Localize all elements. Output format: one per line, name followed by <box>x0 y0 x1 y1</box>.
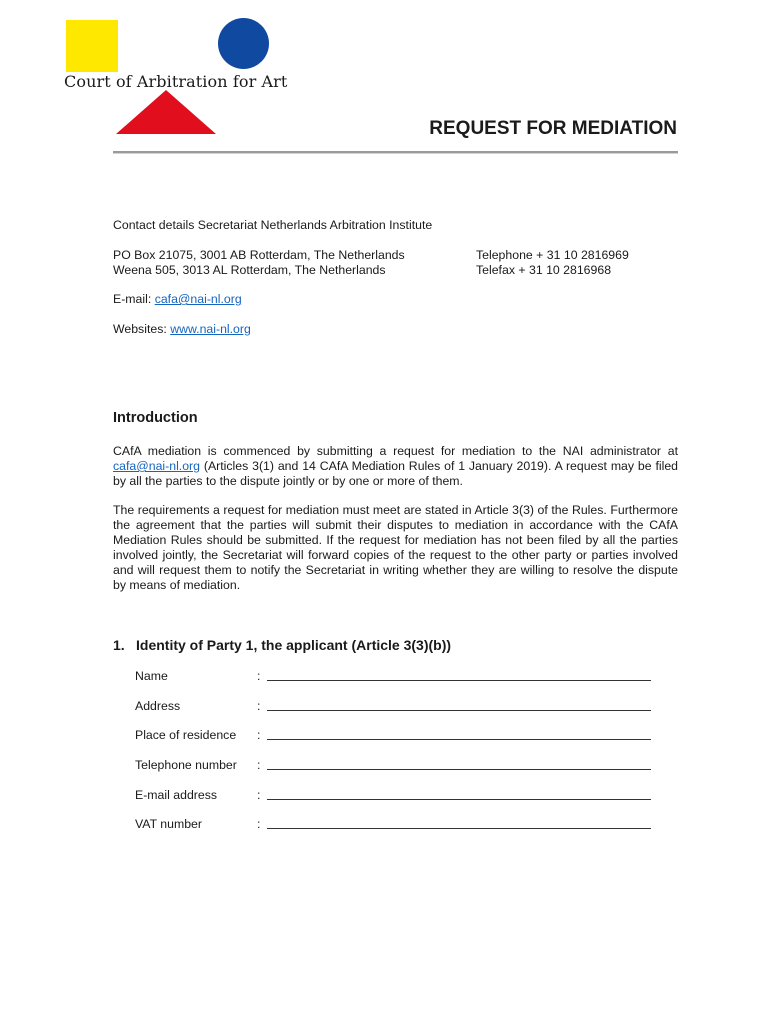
email-label: E-mail: <box>113 292 155 306</box>
residence-label: Place of residence <box>135 728 237 742</box>
introduction-heading: Introduction <box>113 410 198 426</box>
email-address-field[interactable] <box>267 799 651 800</box>
form-row-address <box>135 699 655 715</box>
form-row-name <box>135 669 655 685</box>
telephone-colon: : <box>257 758 261 772</box>
address-line-1: PO Box 21075, 3001 AB Rotterdam, The Netherlands <box>113 248 405 262</box>
intro-p1-end: (Articles 3(1) and 14 CAfA Mediation Rules of 1 January 2019). A request may be filed by all the parties to the dispute jointly or by one or more of them. <box>113 459 678 488</box>
form-row-residence <box>135 728 655 744</box>
email-address-label: E-mail address <box>135 788 218 802</box>
intro-email-link[interactable]: cafa@nai-nl.org <box>113 459 200 473</box>
section-1-title: Identity of Party 1, the applicant (Article 3(3)(b)) <box>136 637 452 653</box>
form-row-vat <box>135 817 655 833</box>
logo-blue-circle <box>218 18 269 69</box>
email-address-colon: : <box>257 788 261 802</box>
address-line-2: Weena 505, 3013 AL Rotterdam, The Netherlands <box>113 263 386 277</box>
cafa-logo <box>62 18 288 136</box>
name-label: Name <box>135 669 168 683</box>
intro-p1-start: CAfA mediation is commenced by submitting a request for mediation to the NAI administrator at <box>113 444 678 458</box>
telefax-text: Telefax + 31 10 2816968 <box>476 263 612 277</box>
vat-colon: : <box>257 817 261 831</box>
residence-colon: : <box>257 728 261 742</box>
telephone-field[interactable] <box>267 769 651 770</box>
websites-label: Websites: <box>113 322 171 336</box>
introduction-paragraph-1 <box>113 444 678 489</box>
telephone-label: Telephone number <box>135 758 237 772</box>
name-colon: : <box>257 669 261 683</box>
address-field[interactable] <box>267 710 651 711</box>
section-1-heading <box>113 637 451 653</box>
telephone-text: Telephone + 31 10 2816969 <box>476 248 629 262</box>
logo-organization-name: Court of Arbitration for Art <box>64 72 288 91</box>
form-row-email <box>135 788 655 804</box>
address-colon: : <box>257 699 261 713</box>
website-link[interactable]: www.nai-nl.org <box>170 322 251 336</box>
title-divider <box>113 151 678 154</box>
document-title: REQUEST FOR MEDIATION <box>429 118 677 139</box>
vat-field[interactable] <box>267 828 651 829</box>
logo-yellow-square <box>66 20 118 72</box>
logo-red-triangle <box>116 90 216 134</box>
email-link[interactable]: cafa@nai-nl.org <box>154 292 242 306</box>
section-1-number: 1. <box>113 637 125 653</box>
name-field[interactable] <box>267 680 651 681</box>
address-label: Address <box>135 699 181 713</box>
residence-field[interactable] <box>267 739 651 740</box>
websites-line <box>113 322 251 337</box>
email-line <box>113 292 242 307</box>
introduction-paragraph-2: The requirements a request for mediation must meet are stated in Article 3(3) of the Rules. Furthermore the agreement that the parties will submit their disputes to mediation in accordance with the CAfA Mediation Rules should be submitted. If the request for mediation has not been filed by all the parties involved jointly, the Secretariat will forward copies of the request to the other party or parties involved and will request them to notify the Secretariat in writing whether they are willing to resolve the dispute by means of mediation. <box>113 503 678 592</box>
vat-label: VAT number <box>135 817 202 831</box>
contact-heading: Contact details Secretariat Netherlands Arbitration Institute <box>113 218 433 232</box>
form-row-telephone <box>135 758 655 774</box>
